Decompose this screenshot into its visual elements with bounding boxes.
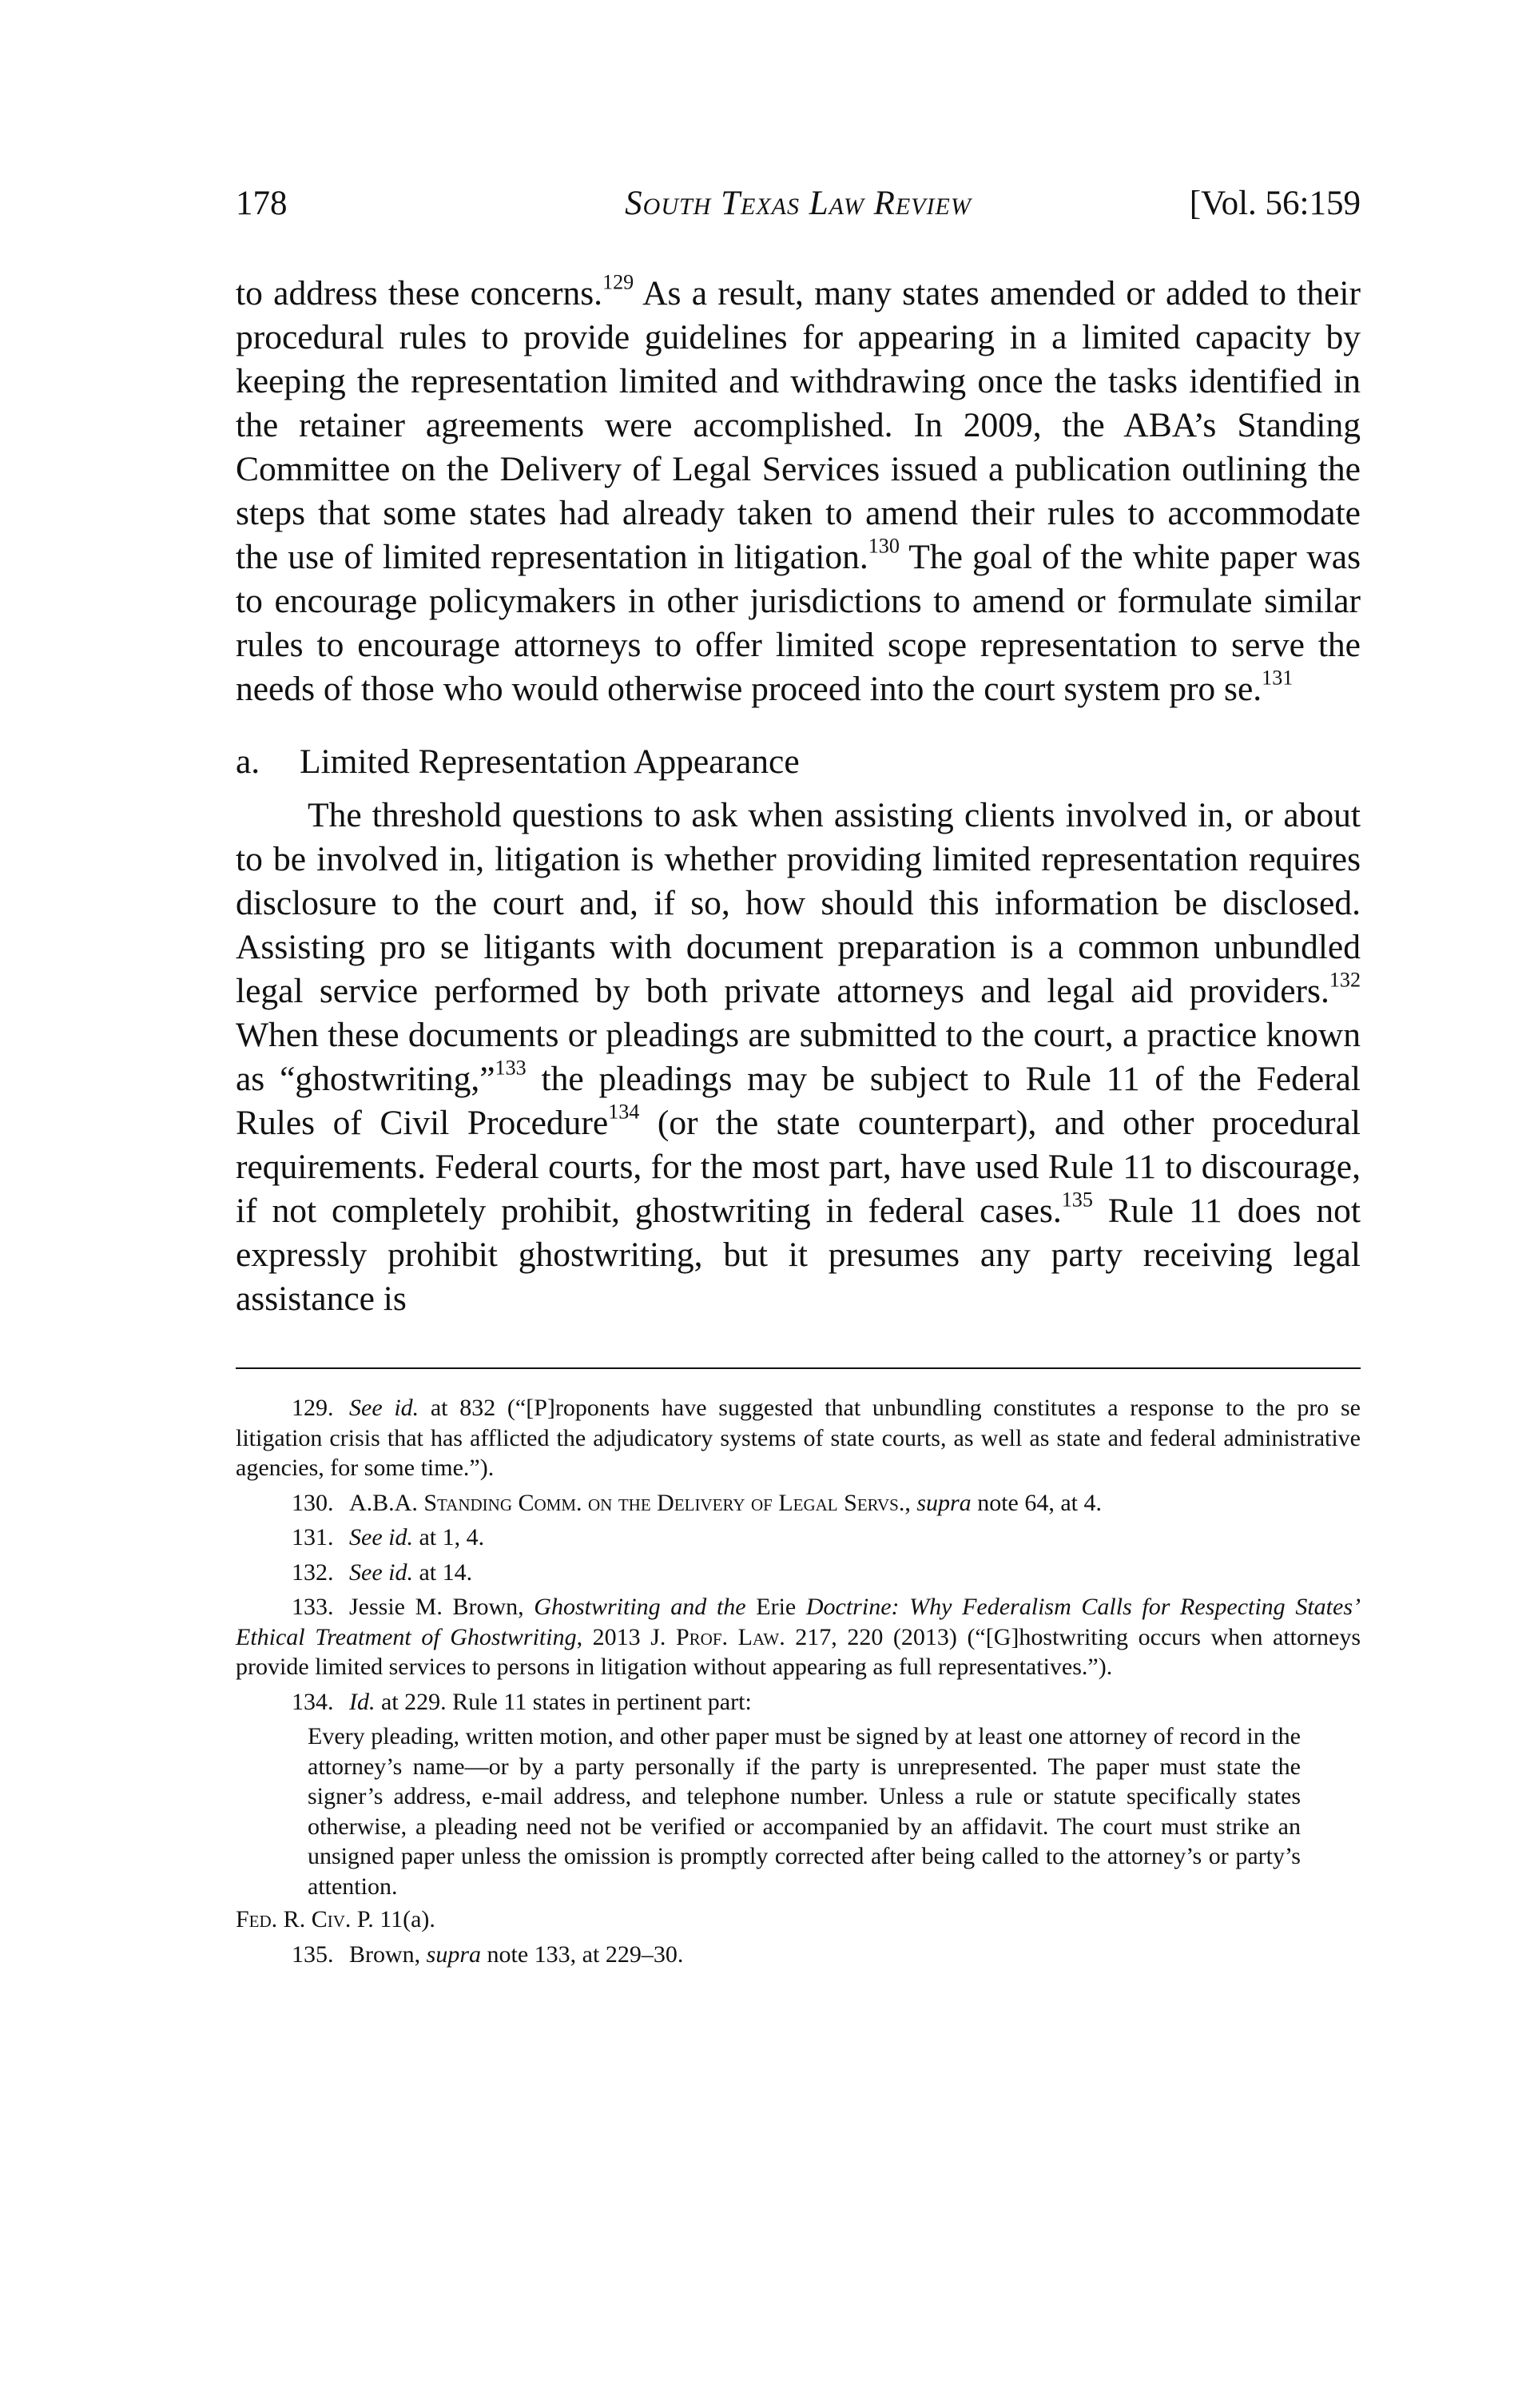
footnote-131: 131. See id. at 1, 4. (292, 1524, 485, 1550)
subheading-title: Limited Representation Appearance (300, 742, 800, 781)
footnote-134: 134. Id. at 229. Rule 11 states in pertinent part: (292, 1688, 752, 1715)
footnote-132: 132. See id. at 14. (292, 1558, 473, 1586)
paragraph-1: to address these concerns.$^{129}$ As a result, many states amended or added to their procedural rules to provide guidelines for appearing in a limited capacity by keeping the representation limited and withdrawing once the tasks identified in the retainer agreements were accomplished. In 2009, the ABA’s Standing Committee on the Delivery of Legal Services issued a publication outlining the steps that some states had already taken to amend their rules to accommodate the use of limited representation in litigation.$^{130}$ The goal of the white paper was to encourage policymakers in other jurisdictions to amend or formulate similar rules to encourage attorneys to offer limited scope representation to serve the needs of those who would otherwise proceed into the court system pro se.$^{131}$ (236, 270, 1361, 708)
page-number: 178 (236, 185, 288, 222)
document-page (236, 184, 1361, 1974)
main-text (236, 272, 1361, 1321)
subheading-letter: a. (236, 742, 260, 781)
footnote-ref-131: 131 (1262, 666, 1294, 690)
footnote-ref-133: 133 (495, 1056, 527, 1080)
footnote-130: 130. A.B.A. Standing Comm. on the Delivery of Legal Servs., supra note 64, at 4. (292, 1489, 1102, 1516)
footnote-ref-132: 132 (1329, 968, 1361, 992)
footnote-ref-134: 134 (608, 1100, 640, 1124)
footnotes (236, 1393, 1361, 1969)
footnote-ref-129: 129 (602, 270, 634, 294)
page-header (236, 184, 1361, 232)
footnote-divider (236, 1367, 1361, 1369)
footnote-135: 135. Brown, supra note 133, at 229–30. (292, 1940, 684, 1968)
footnote-129: 129. See id. at 832 (“[P]roponents have suggested that unbundling constitutes a response to the pro se litigation crisis that has afflicted the adjudicatory systems of state courts, as well as state and federal administrative agencies, for some time.”). (236, 1395, 1361, 1481)
volume-citation: [Vol. 56:159 (1189, 185, 1361, 222)
paragraph-2: The threshold questions to ask when assisting clients involved in, or about to be involved in, litigation is whether providing limited representation requires disclosure to the court and, if so, how should this information be disclosed. Assisting pro se litigants with document preparation is a common unbundled legal service performed by both private attorneys and legal aid providers.$^{132}$ When these documents or pleadings are submitted to the court, a practice known as “ghostwriting,”$^{133}$ the pleadings may be subject to Rule 11 of the Federal Rules of Civil Procedure$^{134}$ (or the state counterpart), and other procedural requirements. Federal courts, for the most part, have used Rule 11 to discourage, if not completely prohibit, ghostwriting in federal cases.$^{135}$ Rule 11 does not expressly prohibit ghostwriting, but it presumes any party receiving legal assistance is (236, 796, 1361, 1318)
journal-title: South Texas Law Review (625, 185, 972, 222)
footnote-ref-130: 130 (868, 534, 900, 558)
footnote-ref-135: 135 (1061, 1188, 1093, 1212)
footnote-134-citation: Fed. R. Civ. P. 11(a). (236, 1906, 435, 1932)
footnote-134-block-quote: Every pleading, written motion, and other paper must be signed by at least one attorney of record in the attorney’s name—or by a party personally if the party is unrepresented. The paper must state the signer’s address, e-mail address, and telephone number. Unless a rule or statute specifically states otherwise, a pleading need not be verified or accompanied by an affidavit. The court must strike an unsigned paper unless the omission is promptly corrected after being called to the attorney’s or party’s attention. (308, 1723, 1301, 1900)
section-subheading (236, 740, 1361, 784)
footnote-133: 133. Jessie M. Brown, Ghostwriting and the Erie Doctrine: Why Federalism Calls for Respecting States’ Ethical Treatment of Ghostwriting, 2013 J. Prof. Law. 217, 220 (2013) (“[G]hostwriting occurs when attorneys provide limited services to persons in litigation without appearing as full representatives.”). (236, 1594, 1361, 1680)
